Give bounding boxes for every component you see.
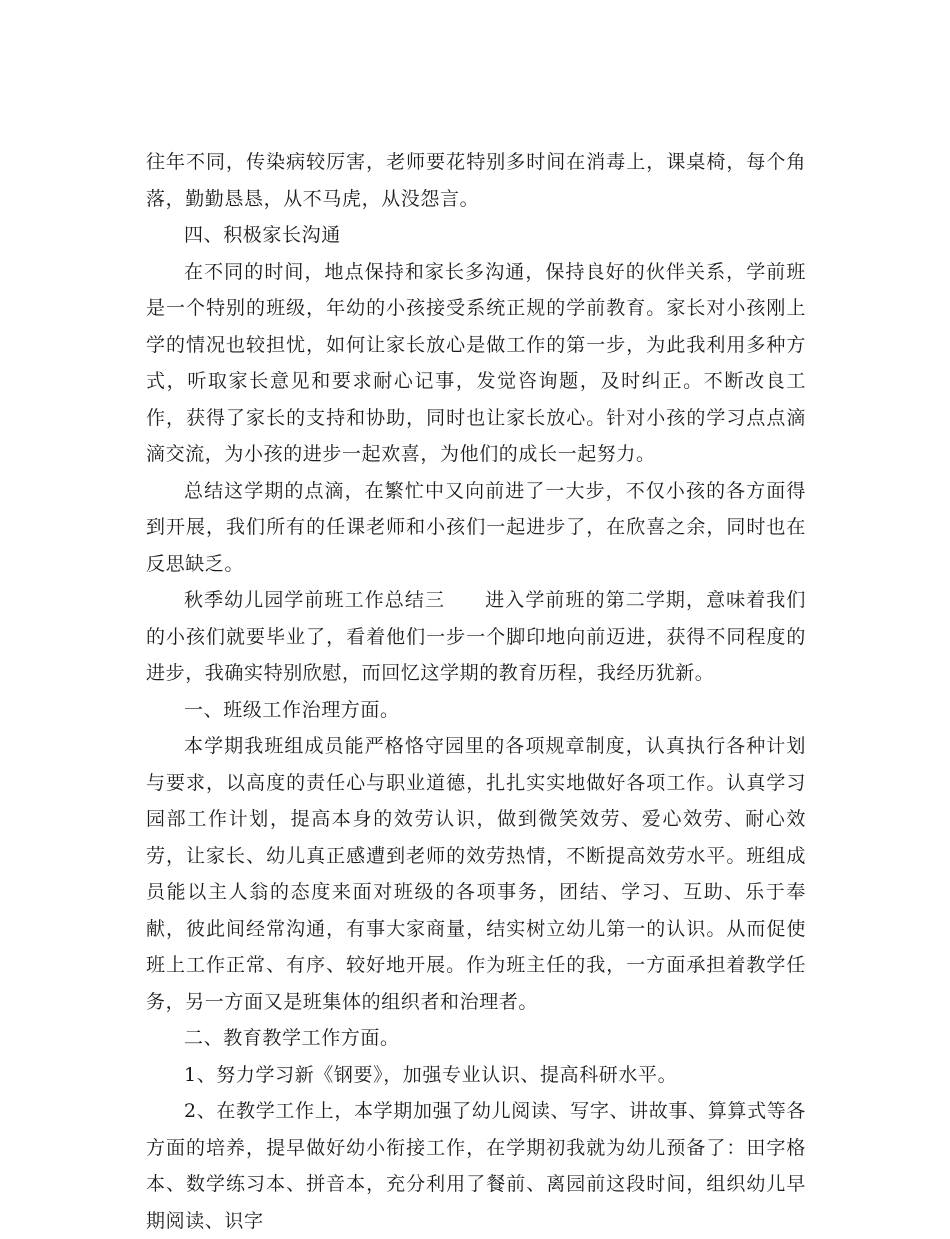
section-heading-4: 四、积极家长沟通 (184, 224, 341, 246)
document-body (146, 144, 806, 1239)
paragraph-summary-three-intro: 秋季幼儿园学前班工作总结三 进入学前班的第二学期，意味着我们的小孩们就要毕业了，看着他们一步一个脚印地向前迈进，获得不同程度的进步，我确实特别欣慰，而回忆这学期的教育历程，我经历犹新。 (146, 589, 806, 684)
paragraph-summary: 总结这学期的点滴，在繁忙中又向前进了一大步，不仅小孩的各方面得到开展，我们所有的任课老师和小孩们一起进步了，在欣喜之余，同时也在反思缺乏。 (146, 479, 806, 575)
paragraph-class-management: 本学期我班组成员能严格恪守园里的各项规章制度，认真执行各种计划与要求，以高度的责任心与职业道德，扎扎实实地做好各项工作。认真学习园部工作计划，提高本身的效劳认识，做到微笑效劳、爱心效劳、耐心效劳，让家长、幼儿真正感遭到老师的效劳热情，不断提高效劳水平。班组成员能以主人翁的态度来面对班级的各项事务，团结、学习、互助、乐于奉献，彼此间经常沟通，有事大家商量，结实树立幼儿第一的认识。从而促使班上工作正常、有序、较好地开展。作为班主任的我，一方面承担着教学任务，另一方面又是班集体的组织者和治理者。 (146, 735, 806, 1013)
section-heading-1: 一、班级工作治理方面。 (184, 698, 400, 721)
list-item-1: 1、努力学习新《钢要》，加强专业认识、提高科研水平。 (184, 1063, 678, 1086)
list-item-2: 2、在教学工作上，本学期加强了幼儿阅读、写字、讲故事、算算式等各方面的培养，提早做好幼小衔接工作，在学期初我就为幼儿预备了：田字格本、数学练习本、拼音本，充分利用了餐前、离园前这段时间，组织幼儿早期阅读、识字 (146, 1100, 806, 1232)
paragraph-parent-communication: 在不同的时间，地点保持和家长多沟通，保持良好的伙伴关系，学前班是一个特别的班级，年幼的小孩接受系统正规的学前教育。家长对小孩刚上学的情况也较担忧，如何让家长放心是做工作的第一步，为此我利用多种方式，听取家长意见和要求耐心记事，发觉咨询题，及时纠正。不断改良工作，获得了家长的支持和协助，同时也让家长放心。针对小孩的学习点点滴滴交流，为小孩的进步一起欢喜，为他们的成长一起努力。 (146, 260, 806, 465)
paragraph-1: 往年不同，传染病较厉害，老师要花特别多时间在消毒上，课桌椅，每个角落，勤勤恳恳，从不马虎，从没怨言。 (146, 151, 806, 210)
section-heading-2: 二、教育教学工作方面。 (184, 1027, 400, 1049)
